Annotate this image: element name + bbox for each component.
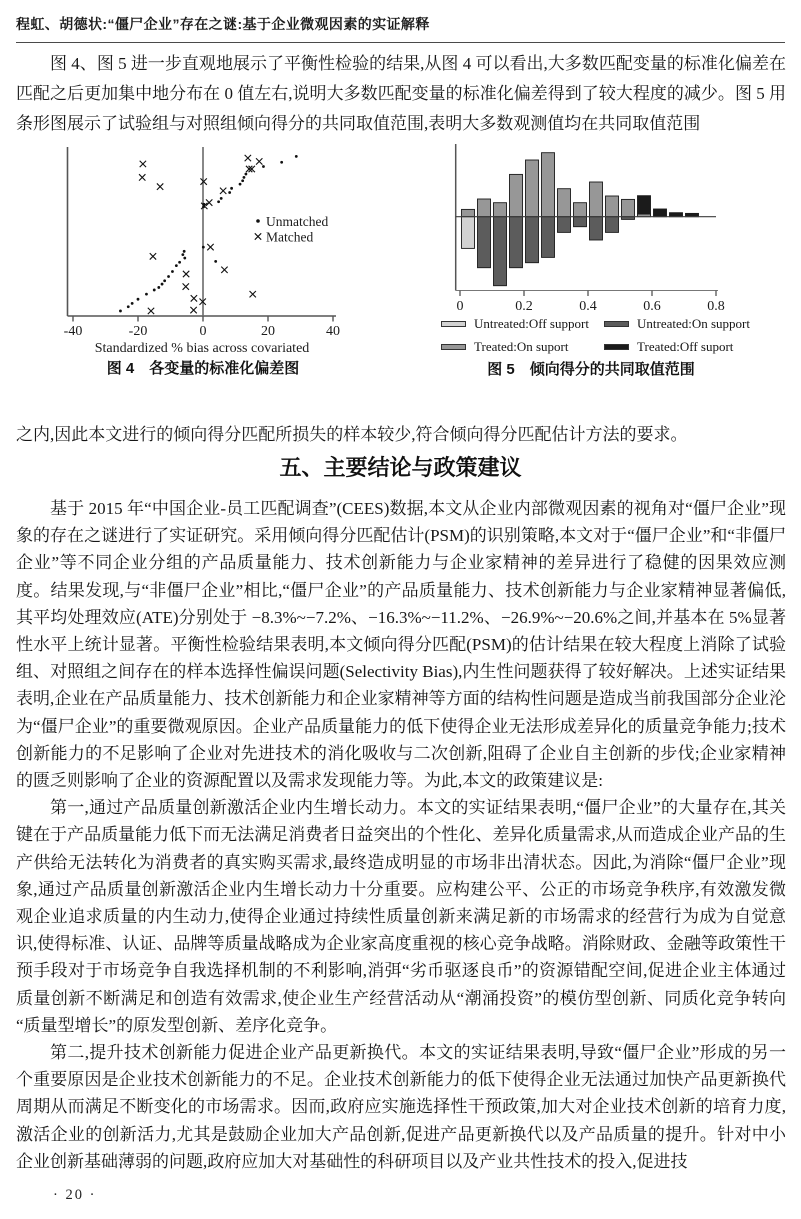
svg-text:0: 0: [456, 299, 464, 314]
svg-text:20: 20: [261, 324, 275, 339]
legend-entry-untreated-off: [441, 316, 604, 332]
treated-on-support-swatch: [441, 344, 466, 350]
paragraph-policy-first: 第一,通过产品质量创新激活企业内生增长动力。本文的实证结果表明,“僵尸企业”的大量存在,其关键在于产品质量能力低下而无法满足消费者日益突出的个性化、差异化质量需求,从而造成企业产品的生产供给无法转化为消费者的真实购买需求,最终造成明显的市场非出清状态。因此,为消除“僵尸企业”现象,通过产品质量创新激活企业内生增长动力十分重要。应构建公平、公正的市场竞争秩序,有效激发微观企业追求质量的内生动力,使得企业通过持续性质量创新来满足新的市场需求的经营行为成为自觉意识,使得标准、认证、品牌等质量战略成为企业家高度重视的核心竞争战略。消除财政、金融等政策性干预手段对于市场竞争自我选择机制的不利影响,消弭“劣币驱逐良币”的资源错配空间,促进企业主体通过质量创新不断满足和创造有效需求,使企业生产经营活动从“潮涌投资”的模仿型创新、同质化竞争转向“质量型增长”的原发型创新、差序化竞争。: [16, 798, 786, 1035]
figure4-caption: 图 4 各变量的标准化偏差图: [106, 360, 300, 377]
svg-text:Unmatched: Unmatched: [266, 214, 329, 229]
figure4-scatter-chart: [20, 145, 406, 357]
legend-entry-treated-on: [441, 339, 604, 355]
legend-label: Treated:Off suport: [637, 339, 734, 354]
figure5-caption: 图 5 倾向得分的共同取值范围: [487, 361, 695, 378]
svg-text:-20: -20: [128, 324, 148, 339]
svg-text:Standardized % bias across cov: Standardized % bias across covariated: [94, 341, 310, 356]
section-heading: 五、主要结论与政策建议: [279, 455, 522, 480]
svg-text:0: 0: [199, 324, 207, 339]
legend-label: Untreated:Off support: [474, 316, 589, 331]
page-number: · 20 ·: [53, 1187, 97, 1203]
paragraph-continuation: 之内,因此本文进行的倾向得分匹配所损失的样本较少,符合倾向得分匹配估计方法的要求。: [16, 425, 688, 444]
svg-text:-40: -40: [63, 324, 83, 339]
svg-text:0.8: 0.8: [707, 299, 725, 314]
legend-entry-untreated-on: [604, 316, 793, 332]
svg-text:0.4: 0.4: [579, 299, 597, 314]
paragraph-summary: 基于 2015 年“中国企业-员工匹配调查”(CEES)数据,本文从企业内部微观因素的视角对“僵尸企业”现象的存在之谜进行了实证研究。采用倾向得分匹配估计(PSM)的识别策略,本文对于“僵尸企业”和“非僵尸企业”等不同企业分组的产品质量能力、技术创新能力与企业家精神的差异进行了稳健的因果效应测度。结果发现,与“非僵尸企业”相比,“僵尸企业”的产品质量能力、技术创新能力与企业家精神显著偏低,其平均处理效应(ATE)分别处于 −8.3%~−7.2%、−16.3%~−11.2%、−26.9%~−20.6%之间,并基本在 5%显著性水平上统计显著。平衡性检验结果表明,本文倾向得分匹配(PSM)的估计结果在较大程度上消除了试验组、对照组之间存在的样本选择性偏误问题(Selectivity Bias),内生性问题获得了较好解决。上述实证结果表明,企业在产品质量能力、技术创新能力和企业家精神等方面的结构性问题是造成当前我国部分企业沦为“僵尸企业”的重要微观原因。企业产品质量能力的低下使得企业无法形成差异化的质量竞争能力;技术创新能力的不足影响了企业对先进技术的消化吸收与二次创新,阻碍了企业自主创新的步伐;企业家精神的匮乏则影响了企业的资源配置以及需求发现能力等。为此,本文的政策建议是:: [16, 499, 786, 791]
untreated-off-support-swatch: [441, 321, 466, 327]
svg-text:Matched: Matched: [266, 229, 314, 245]
svg-text:0.2: 0.2: [515, 299, 533, 314]
svg-text:40: 40: [326, 324, 340, 339]
figure5-histogram-chart: [420, 140, 801, 314]
legend-label: Treated:On suport: [474, 339, 569, 354]
conclusion-section: [16, 495, 786, 1175]
legend-entry-treated-off: [604, 339, 793, 355]
legend-label: Untreated:On support: [637, 316, 751, 331]
paragraph-policy-second: 第二,提升技术创新能力促进企业产品更新换代。本文的实证结果表明,导致“僵尸企业”形成的另一个重要原因是企业技术创新能力的不足。企业技术创新能力的低下使得企业无法通过加快产品更新换代周期从而满足不断变化的市场需求。因而,政府应实施选择性干预政策,加大对企业技术创新的培育力度,激活企业的创新活力,尤其是鼓励企业加大产品创新,促进产品更新换代以及产品质量的提升。针对中小企业创新基础薄弱的问题,政府应加大对基础性的科研项目以及产业共性技术的投入,促进技: [16, 1043, 786, 1171]
untreated-on-support-swatch: [604, 321, 629, 327]
running-head: 程虹、胡德状:“僵尸企业”存在之谜:基于企业微观因素的实证解释: [16, 14, 785, 43]
treated-off-support-swatch: [604, 344, 629, 350]
svg-text:0.6: 0.6: [643, 299, 661, 314]
paragraph-balance-test: 图 4、图 5 进一步直观地展示了平衡性检验的结果,从图 4 可以看出,大多数匹配变量的标准化偏差在匹配之后更加集中地分布在 0 值左右,说明大多数匹配变量的标准化偏差得到了较大程度的减少。图 5 用条形图展示了试验组与对照组倾向得分的共同取值范围,表明大多数观测值均在共同取值范围: [16, 54, 786, 133]
figure5-legend: [441, 316, 793, 355]
